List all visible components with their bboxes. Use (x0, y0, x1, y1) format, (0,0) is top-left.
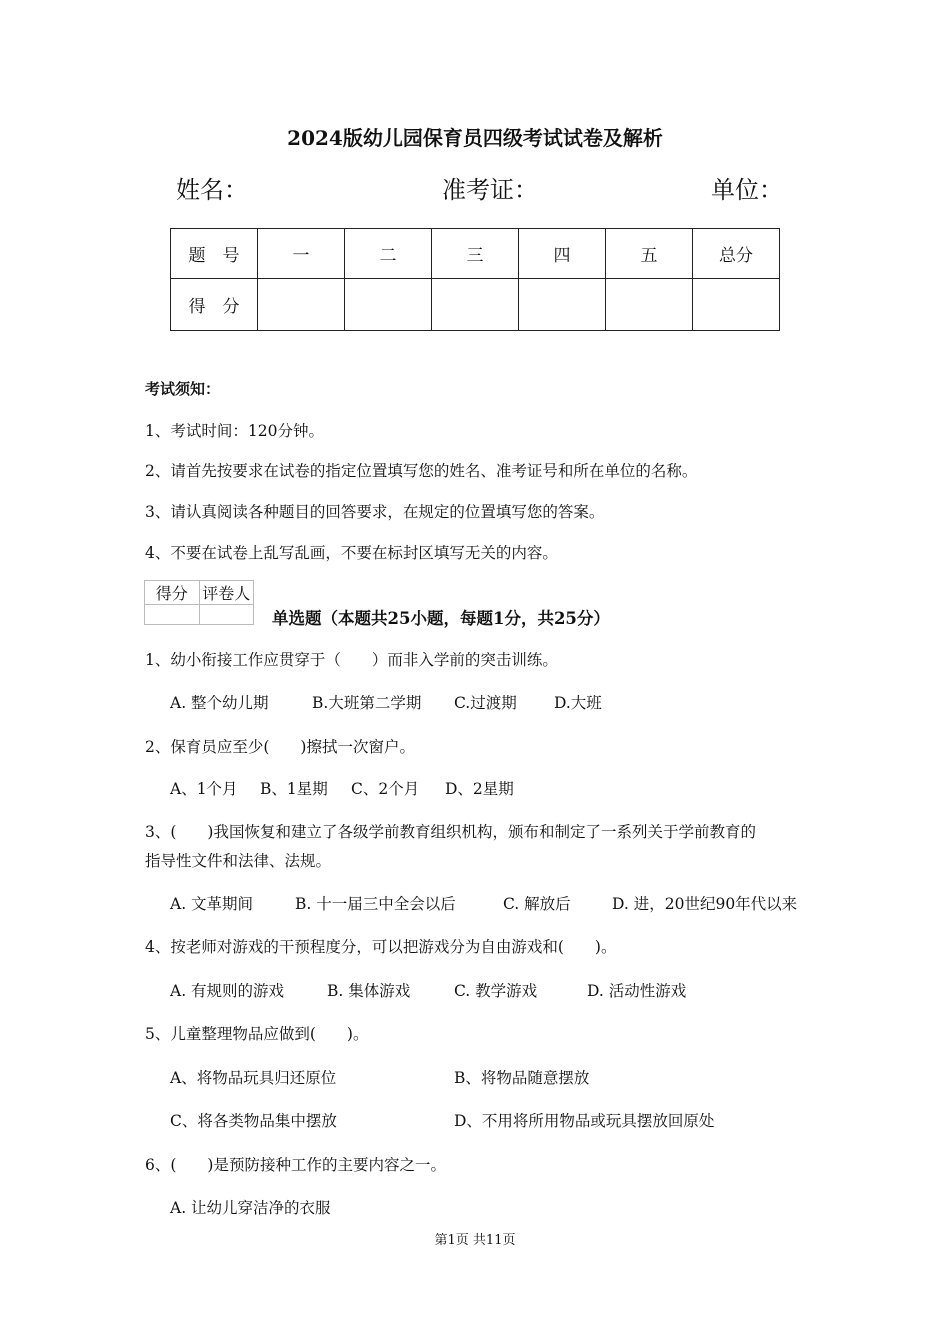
option-d[interactable]: D、不用将所用物品或玩具摆放回原处 (454, 1112, 715, 1130)
score-cell-total[interactable] (693, 279, 780, 331)
option-d[interactable]: D.大班 (554, 694, 602, 712)
score-cell-3[interactable] (432, 279, 519, 331)
header-cell-3: 三 (432, 229, 519, 279)
option-b[interactable]: B、将物品随意摆放 (454, 1069, 590, 1087)
name-field-label: 姓名： (176, 176, 248, 204)
question-stem: 2、保育员应至少( )擦拭一次窗户。 (145, 738, 415, 756)
notice-item: 1、考试时间：120分钟。 (145, 422, 324, 440)
option-d[interactable]: D、2星期 (445, 780, 514, 798)
option-d[interactable]: D. 活动性游戏 (587, 982, 687, 1000)
option-d[interactable]: D. 进，20世纪90年代以来 (612, 895, 798, 913)
notice-item: 2、请首先按要求在试卷的指定位置填写您的姓名、准考证号和所在单位的名称。 (145, 462, 698, 480)
grader-box-score-label: 得分 (145, 581, 200, 605)
question-stem: 5、儿童整理物品应做到( )。 (145, 1025, 369, 1043)
option-b[interactable]: B. 十一届三中全会以后 (295, 895, 456, 913)
option-a[interactable]: A. 让幼儿穿洁净的衣服 (170, 1199, 331, 1217)
grader-box-grader-label: 评卷人 (199, 581, 254, 605)
score-cell-1[interactable] (258, 279, 345, 331)
option-c[interactable]: C、将各类物品集中摆放 (170, 1112, 337, 1130)
option-a[interactable]: A、1个月 (170, 780, 238, 798)
option-c[interactable]: C.过渡期 (454, 694, 517, 712)
option-a[interactable]: A、将物品玩具归还原位 (170, 1069, 337, 1087)
notice-item: 4、不要在试卷上乱写乱画，不要在标封区填写无关的内容。 (145, 544, 558, 562)
grader-box-score-cell[interactable] (145, 605, 200, 625)
header-cell-label: 题 号 (171, 229, 258, 279)
grader-box (144, 580, 254, 625)
option-a[interactable]: A. 文革期间 (170, 895, 254, 913)
option-b[interactable]: B. 集体游戏 (327, 982, 411, 1000)
option-a[interactable]: A. 有规则的游戏 (170, 982, 285, 1000)
option-c[interactable]: C、2个月 (351, 780, 420, 798)
page-footer: 第1页 共11页 (434, 1233, 516, 1248)
score-row-label: 得 分 (171, 279, 258, 331)
option-a[interactable]: A. 整个幼儿期 (170, 694, 269, 712)
option-c[interactable]: C. 解放后 (503, 895, 571, 913)
score-table-score-row (171, 279, 780, 331)
header-cell-2: 二 (345, 229, 432, 279)
score-table (170, 228, 780, 331)
question-stem: 4、按老师对游戏的干预程度分，可以把游戏分为自由游戏和( )。 (145, 938, 617, 956)
exam-title: 2024版幼儿园保育员四级考试试卷及解析 (287, 126, 663, 150)
score-cell-5[interactable] (606, 279, 693, 331)
question-stem-continued: 指导性文件和法律、法规。 (145, 852, 332, 870)
score-table-header-row (171, 229, 780, 279)
option-b[interactable]: B、1星期 (260, 780, 328, 798)
header-cell-total: 总分 (693, 229, 780, 279)
grader-box-grader-cell[interactable] (199, 605, 254, 625)
option-c[interactable]: C. 教学游戏 (454, 982, 538, 1000)
section-title: 单选题（本题共25小题，每题1分，共25分） (272, 609, 610, 628)
question-stem: 3、( )我国恢复和建立了各级学前教育组织机构，颁布和制定了一系列关于学前教育的 (145, 823, 756, 841)
header-cell-4: 四 (519, 229, 606, 279)
unit-field-label: 单位： (711, 176, 783, 204)
header-cell-1: 一 (258, 229, 345, 279)
ticket-field-label: 准考证： (442, 176, 538, 204)
question-stem: 6、( )是预防接种工作的主要内容之一。 (145, 1156, 446, 1174)
question-stem: 1、幼小衔接工作应贯穿于（ ）而非入学前的突击训练。 (145, 651, 558, 669)
header-cell-5: 五 (606, 229, 693, 279)
notice-item: 3、请认真阅读各种题目的回答要求，在规定的位置填写您的答案。 (145, 503, 605, 521)
score-cell-4[interactable] (519, 279, 606, 331)
notice-heading: 考试须知： (145, 380, 221, 398)
score-cell-2[interactable] (345, 279, 432, 331)
option-b[interactable]: B.大班第二学期 (312, 694, 422, 712)
